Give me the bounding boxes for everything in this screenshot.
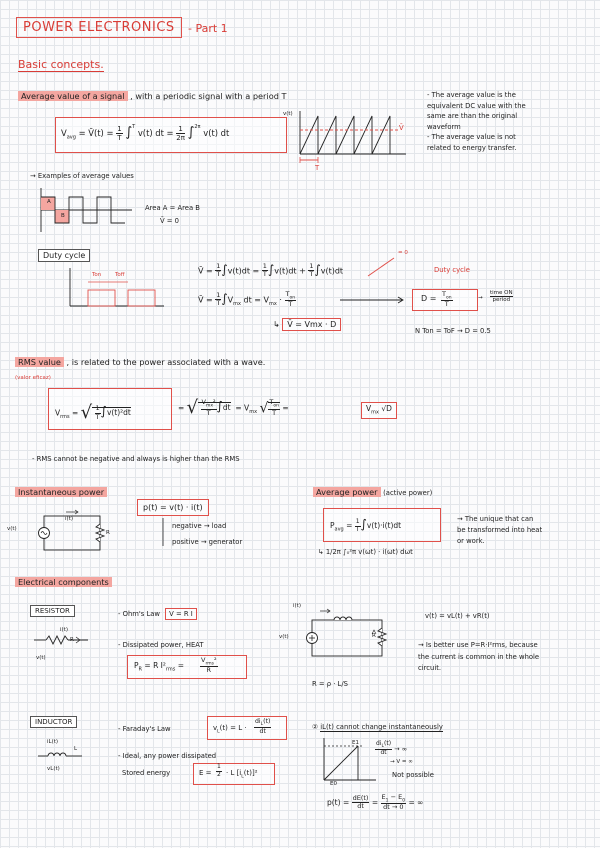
components-line <box>15 578 112 587</box>
components-heading: Electrical components <box>15 577 112 587</box>
circled-two-icon: ② <box>312 723 319 731</box>
zero-annotation: = 0 <box>398 250 408 256</box>
inductor-label: INDUCTOR <box>30 716 77 728</box>
resistor-note-line: → Is better use P=R·I²rms, because <box>418 641 538 649</box>
resistor-note-line: circuit. <box>418 664 442 673</box>
resistor-note-line: the current is common in the whole <box>418 652 540 661</box>
average-note-line: waveform <box>427 122 461 131</box>
faraday-law-label: - Faraday's Law <box>118 725 171 733</box>
resistor-sym-v: v(t) <box>36 655 46 661</box>
avg-power-label: Average power <box>313 487 381 497</box>
e1-label: E1 <box>352 740 359 746</box>
average-zero: V̄ = 0 <box>160 217 179 225</box>
rms-line <box>15 358 265 367</box>
ton-label: Ton <box>92 272 102 278</box>
inductor-sym-l: L <box>74 746 78 752</box>
graph-period-label: T <box>315 164 320 172</box>
ohm-law-eq: V = R I <box>165 608 197 620</box>
rms-note: - RMS cannot be negative and always is higher than the RMS <box>32 455 240 463</box>
sawtooth-graph <box>290 108 410 168</box>
average-note-line: - The average value is the <box>427 91 516 99</box>
resistor-sym-i: i(t) <box>60 627 68 633</box>
avg-power-line <box>313 488 432 498</box>
rms-label: RMS value <box>15 357 64 367</box>
rl-v-label: v(t) <box>279 634 289 640</box>
duty-note: N Ton = ToF → D = 0.5 <box>415 327 491 335</box>
arrow-symbol: → <box>478 295 483 301</box>
rms-formula-box <box>48 388 172 430</box>
avg-power-alt: ↳ 1/2π ∫₀²π v(ωt) · i(ωt) dωt <box>318 548 413 556</box>
inst-negative: negative → load <box>172 522 227 530</box>
rms-result-box: $V_{mx}$ √D <box>361 402 397 419</box>
duty-eq3-wrap: ↳ V̄ = Vmx · D <box>273 320 341 329</box>
average-note-line: related to energy transfer. <box>427 143 517 152</box>
rms-sub: (valor eficaz) <box>15 375 51 381</box>
avg-note-line: be transformed into heat <box>457 525 543 534</box>
area-a-label: A <box>47 199 51 205</box>
energy-step-graph <box>318 736 378 786</box>
kvl-equation: v(t) = vL(t) + vR(t) <box>425 612 490 620</box>
avg-note-line: or work. <box>457 536 485 545</box>
examples-label: → Examples of average values <box>30 172 134 180</box>
graph-vbar-label: V̄ <box>399 124 404 132</box>
rl-circuit <box>290 606 400 672</box>
strike-through-mark <box>366 256 396 278</box>
period-label: period <box>492 297 511 303</box>
square-wave-graph <box>36 186 136 236</box>
stored-energy-label: Stored energy <box>122 769 171 777</box>
average-note-line: equivalent DC value with the <box>427 101 526 110</box>
inst-bracket <box>160 518 170 548</box>
area-equality: Area A = Area B <box>145 204 200 212</box>
section-heading-basic: Basic concepts. <box>18 58 104 71</box>
inductor-sym-i: iL(t) <box>47 739 59 745</box>
duty-eq1: V̄ = $\frac{1}{T}$ ∫v(t)dt = $\frac{1}{T}$ ∫v(t)dt + $\frac{1}{T}$ ∫v(t)dt <box>198 262 344 279</box>
avg-power-note <box>457 514 542 547</box>
rl-i-label: i(t) <box>293 603 301 609</box>
duty-cycle-red-label: Duty cycle <box>434 266 470 274</box>
inst-power-line <box>15 488 107 497</box>
area-b-label: B <box>61 213 65 219</box>
rl-r-label: R <box>372 633 376 639</box>
arrow-to-duty <box>340 296 406 304</box>
v-infinity: → V = ∞ <box>390 759 413 765</box>
inst-power-formula: p(t) = v(t) · i(t) <box>137 499 209 516</box>
average-formula-box <box>55 117 287 153</box>
average-value-text: , with a periodic signal with a period T <box>130 91 287 101</box>
inductor-change-line <box>312 723 443 731</box>
inst-power-label: Instantaneous power <box>15 487 107 497</box>
resistor-symbol <box>32 634 92 646</box>
duty-cycle-label: Duty cycle <box>38 249 90 262</box>
resistor-power-box: $P_R = R$ $I^2_{rms}$ = $V_{rms}^2$ R <box>127 655 247 679</box>
inductor-power-eq: p(t) = $\frac{dE(t)}{dt}$ = $\frac{E_1 - E_0}{dt \to 0}$ = ∞ <box>327 793 424 812</box>
inst-i-label: i(t) <box>65 516 73 522</box>
resistor-sym-r: R <box>70 637 74 643</box>
inst-r-label: R <box>106 530 110 536</box>
duty-definition-box: D = $T_{on}$ T <box>412 289 478 311</box>
inductor-symbol <box>36 746 86 760</box>
avg-power-formula: $P_{avg}$ = $\frac{1}{T}$ ∫v(t)·i(t)dt <box>330 517 402 533</box>
e0-label: E0 <box>330 781 337 787</box>
average-formula: $V_{avg}$ = V̄(t) = $\frac{1}{T}$ ∫$^T$ v(t) dt = $\frac{1}{2\pi}$ ∫$^{2\pi}$ v(t) dt <box>61 124 230 143</box>
time-on-over-period <box>490 290 513 303</box>
average-value-label: Average value of a signal <box>18 91 128 101</box>
not-possible: Not possible <box>392 771 434 779</box>
average-note-line: same are than the original <box>427 112 518 121</box>
dissipated-power-label: - Dissipated power, HEAT <box>118 641 204 649</box>
average-value-line <box>18 92 287 101</box>
inst-positive: positive → generator <box>172 538 243 546</box>
didt-infinity: $\frac{di_L(t)}{dt}$ → ∞ <box>376 740 408 757</box>
resistor-note <box>418 640 539 675</box>
duty-eq2: V̄ = $\frac{1}{T}$ $\int V_{mx}$ dt = $V_{mx}$ · $\frac{T_{on}}{T}$ <box>198 290 296 309</box>
average-notes <box>427 90 526 153</box>
toff-label: Toff <box>115 272 125 278</box>
time-on-label: time ON <box>490 290 513 296</box>
pwm-graph <box>66 266 166 310</box>
graph-v-label: v(t) <box>283 111 293 117</box>
inductor-sym-v: vL(t) <box>47 766 60 772</box>
inst-v-label: v(t) <box>7 526 17 532</box>
inductor-change-text: iL(t) cannot change instantaneously <box>320 723 443 731</box>
resistor-label: RESISTOR <box>30 605 75 617</box>
avg-note-line: → The unique that can <box>457 515 534 523</box>
rms-formula-left: $V_{rms}$ = √ $\frac{1}{T}$ ∫v(t)²dt <box>55 402 131 423</box>
avg-power-sub: (active power) <box>383 489 433 497</box>
rms-text: , is related to the power associated with a wave. <box>66 357 266 367</box>
ideal-label: - Ideal, any power dissipated <box>118 752 217 760</box>
avg-power-formula-box <box>323 508 441 542</box>
resistance-rho: R = ρ · L/S <box>312 680 348 688</box>
ohm-law-label: - Ohm's Law <box>118 610 160 618</box>
duty-eq3: V̄ = Vmx · D <box>282 318 341 331</box>
average-note-line: - The average value is not <box>427 133 516 142</box>
faraday-eq-box: $v_L(t) = L$ · $di_L(t)$ dt <box>207 716 287 740</box>
rms-formula-middle: = √ $\frac{V_{mx}^2}{T}$ $\int dt = V_{mx}$ √ $\frac{T_{on}}{T}$ = <box>178 397 289 418</box>
ohm-law-line <box>118 610 197 618</box>
part-label: - Part 1 <box>188 22 228 35</box>
energy-eq-box: E = $\frac{1}{2}$ · L $[i_L(t)]^2$ <box>193 763 275 785</box>
page-title: POWER ELECTRONICS <box>16 17 182 38</box>
